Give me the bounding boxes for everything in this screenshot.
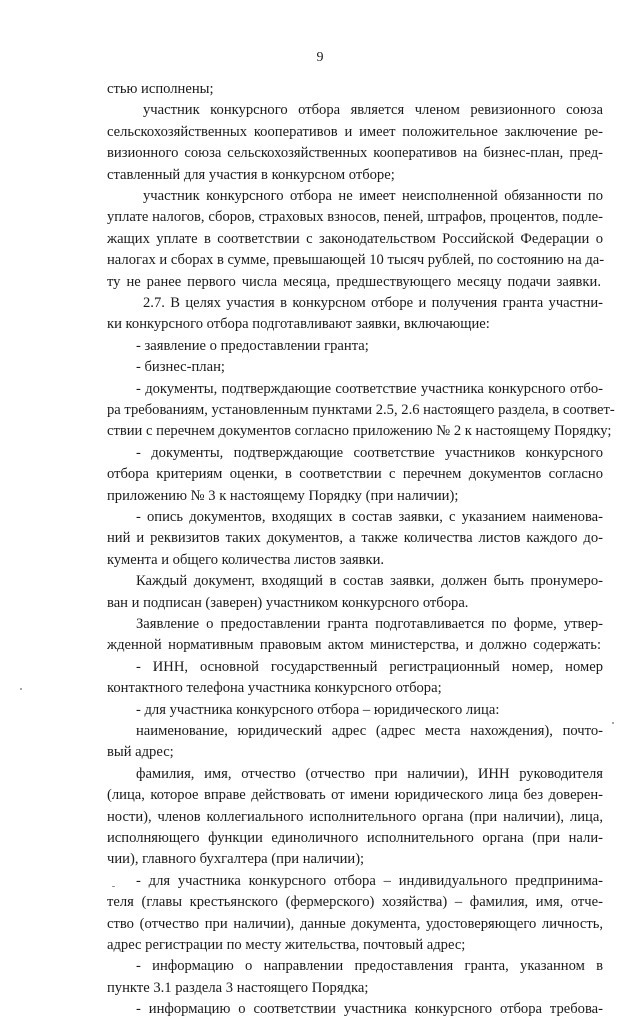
text-line: кумента и общего количества листов заявки. [107,552,385,568]
text-line: ний и реквизитов таких документов, а также количества листов каждого до- [107,530,603,546]
text-line: - документы, подтверждающие соответствие участников конкурсного [136,445,603,461]
scan-speck [20,688,22,690]
text-line: приложению № 3 к настоящему Порядку (при наличии); [107,488,459,504]
text-line: стью исполнены; [107,81,214,97]
text-line: - опись документов, входящих в состав заявки, с указанием наименова- [136,509,603,525]
text-line: (лица, которое вправе действовать от имени юридического лица без доверен- [107,787,603,803]
text-line: ра требованиям, установленным пунктами 2.5, 2.6 настоящего раздела, в соответ- [107,402,615,418]
scan-speck [612,722,614,724]
text-line: ствии с перечнем документов согласно приложению № 2 к настоящему Порядку; [107,423,612,439]
page-number: 9 [316,50,324,65]
text-line: - документы, подтверждающие соответствие участника конкурсного отбо- [136,381,603,397]
text-line: ности), членов коллегиального исполнительного органа (при наличии), лица, [107,809,603,825]
text-line: ставленный для участия в конкурсном отборе; [107,167,395,183]
text-line: исполняющего функции единоличного исполнительного органа (при нали- [107,830,603,846]
text-line: визионного союза сельскохозяйственных кооперативов на бизнес-план, пред- [107,145,603,161]
text-line: 2.7. В целях участия в конкурсном отборе и получения гранта участни- [143,295,603,311]
text-line: Каждый документ, входящий в состав заявки, должен быть пронумеро- [136,573,603,589]
text-line: налогах и сборах в сумме, превышающей 10 тысяч рублей, по состоянию на да- [107,252,605,268]
text-line: ки конкурсного отбора подготавливают заявки, включающие: [107,316,490,332]
text-line: Заявление о предоставлении гранта подготавливается по форме, утвер- [136,616,603,632]
text-line: ван и подписан (заверен) участником конкурсного отбора. [107,595,469,611]
text-line: - для участника конкурсного отбора – юридического лица: [136,702,500,718]
text-line: вый адрес; [107,744,174,760]
text-line: контактного телефона участника конкурсного отбора; [107,680,442,696]
text-line: - заявление о предоставлении гранта; [136,338,369,354]
text-line: ство (отчество при наличии), данные документа, удостоверяющего личность, [107,916,603,932]
text-line: - для участника конкурсного отбора – индивидуального предпринима- [136,873,603,889]
text-line: жденной нормативным правовым актом министерства, и должно содержать: [107,637,601,653]
text-line: наименование, юридический адрес (адрес места нахождения), почто- [136,723,603,739]
text-line: пункте 3.1 раздела 3 настоящего Порядка; [107,980,369,996]
text-line: теля (главы крестьянского (фермерского) хозяйства) – фамилия, имя, отче- [107,894,603,910]
text-line: участник конкурсного отбора является членом ревизионного союза [143,102,603,118]
text-line: ту не ранее первого числа месяца, предшествующего месяцу подачи заявки. [107,274,601,290]
text-line: - бизнес-план; [136,359,225,375]
text-line: участник конкурсного отбора не имеет неисполненной обязанности по [143,188,603,204]
text-line: - ИНН, основной государственный регистрационный номер, номер [136,659,603,675]
text-line: отбора критериям оценки, в соответствии с перечнем документов согласно [107,466,603,482]
text-line: адрес регистрации по месту жительства, почтовый адрес; [107,937,466,953]
text-line: - информацию о соответствии участника конкурсного отбора требова- [136,1001,603,1017]
text-line: жащих уплате в соответствии с законодательством Российской Федерации о [107,231,603,247]
text-line: уплате налогов, сборов, страховых взносов, пеней, штрафов, процентов, подле- [107,209,603,225]
text-line: чии), главного бухгалтера (при наличии); [107,851,365,867]
text-line: сельскохозяйственных кооперативов и имеет положительное заключение ре- [107,124,603,140]
scan-speck [112,886,115,887]
text-line: фамилия, имя, отчество (отчество при наличии), ИНН руководителя [136,766,603,782]
text-line: - информацию о направлении предоставления гранта, указанном в [136,958,603,974]
